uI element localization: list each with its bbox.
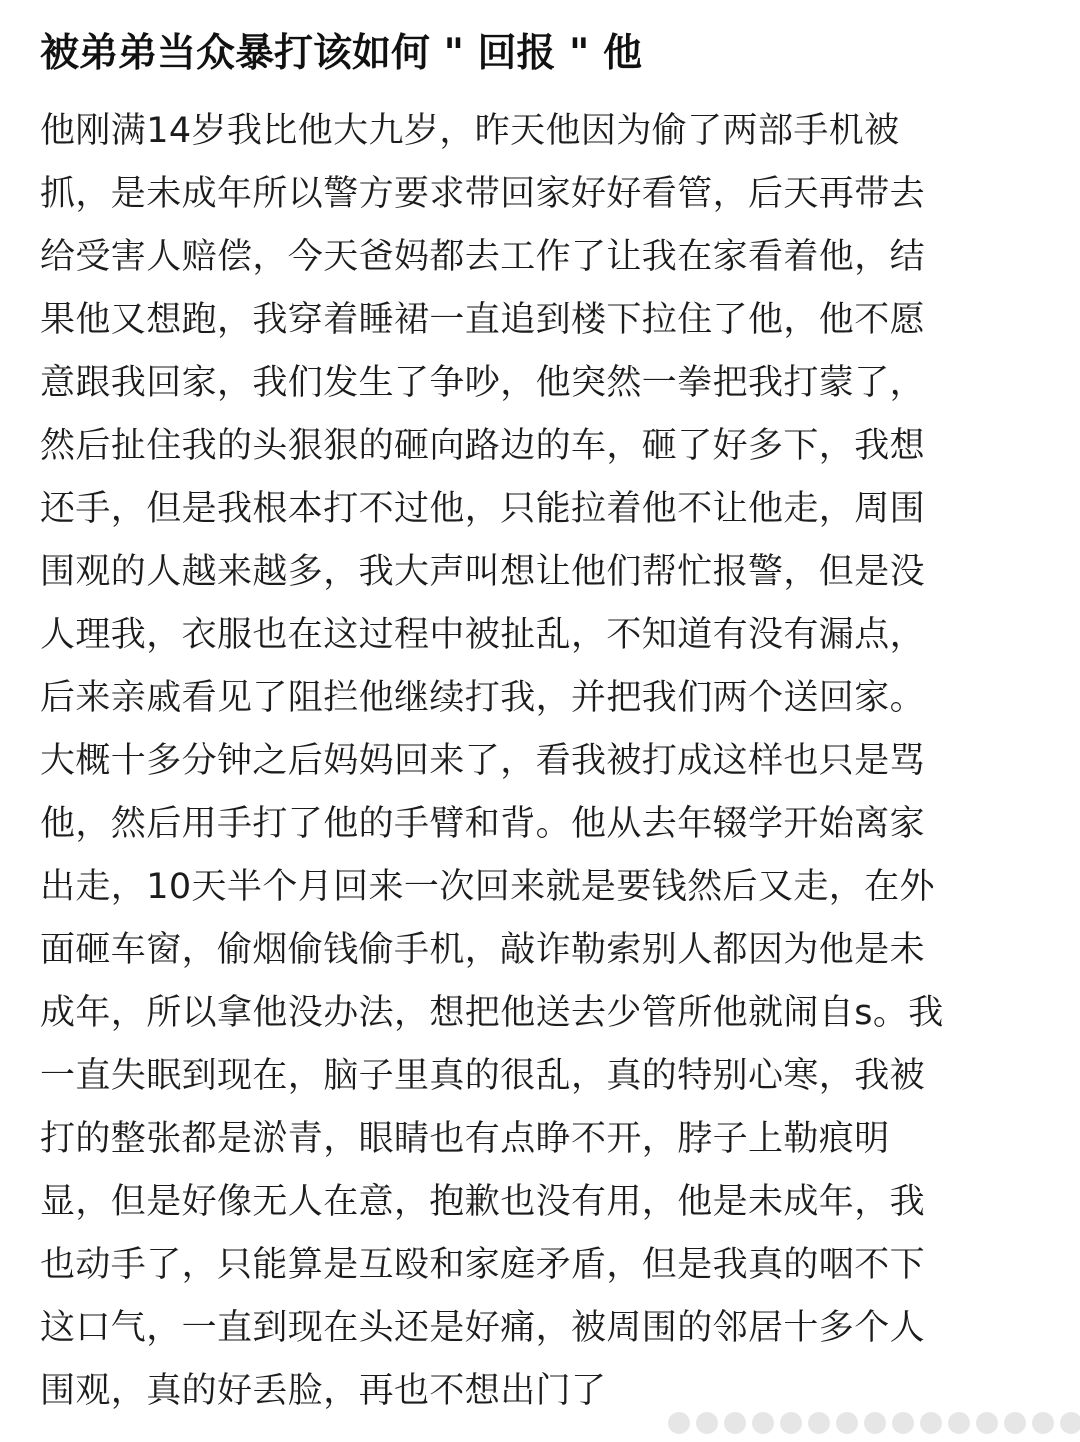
body-line: 也动手了，只能算是互殴和家庭矛盾，但是我真的咽不下 (40, 1245, 926, 1285)
body-line: 显，但是好像无人在意，抱歉也没有用，他是未成年，我 (40, 1182, 926, 1222)
body-line: 打的整张都是淤青，眼睛也有点睁不开，脖子上勒痕明 (40, 1119, 890, 1159)
body-line: 出走，10天半个月回来一次回来就是要钱然后又走，在外 (40, 867, 935, 907)
body-line: 大概十多分钟之后妈妈回来了，看我被打成这样也只是骂 (40, 741, 926, 781)
body-line: 他，然后用手打了他的手臂和背。他从去年辍学开始离家 (40, 804, 926, 844)
body-line: 还手，但是我根本打不过他，只能拉着他不让他走，周围 (40, 489, 926, 529)
post-title: 被弟弟当众暴打该如何 " 回报 " 他 (40, 31, 642, 76)
body-line: 抓，是未成年所以警方要求带回家好好看管，后天再带去 (40, 174, 926, 214)
body-line: 给受害人赔偿，今天爸妈都去工作了让我在家看着他，结 (40, 237, 926, 277)
body-line: 面砸车窗，偷烟偷钱偷手机，敲诈勒索别人都因为他是未 (40, 930, 926, 970)
body-line: 人理我，衣服也在这过程中被扯乱，不知道有没有漏点， (40, 615, 926, 655)
body-line: 围观的人越来越多，我大声叫想让他们帮忙报警，但是没 (40, 552, 926, 592)
body-line: 果他又想跑，我穿着睡裙一直追到楼下拉住了他，他不愿 (40, 300, 926, 340)
body-line: 围观，真的好丢脸，再也不想出门了 (40, 1371, 607, 1411)
body-line: 后来亲戚看见了阻拦他继续打我，并把我们两个送回家。 (40, 678, 926, 718)
watermark (662, 1408, 1080, 1438)
watermark-dots-icon (668, 1412, 1080, 1434)
body-line: 这口气，一直到现在头还是好痛，被周围的邻居十多个人 (40, 1308, 926, 1348)
body-line: 然后扯住我的头狠狠的砸向路边的车，砸了好多下，我想 (40, 426, 926, 466)
body-line: 成年，所以拿他没办法，想把他送去少管所他就闹自s。我 (40, 993, 944, 1033)
post-body (40, 100, 1050, 1423)
body-line: 他刚满14岁我比他大九岁，昨天他因为偷了两部手机被 (40, 111, 900, 151)
body-line: 一直失眠到现在，脑子里真的很乱，真的特别心寒，我被 (40, 1056, 926, 1096)
body-line: 意跟我回家，我们发生了争吵，他突然一拳把我打蒙了， (40, 363, 926, 403)
